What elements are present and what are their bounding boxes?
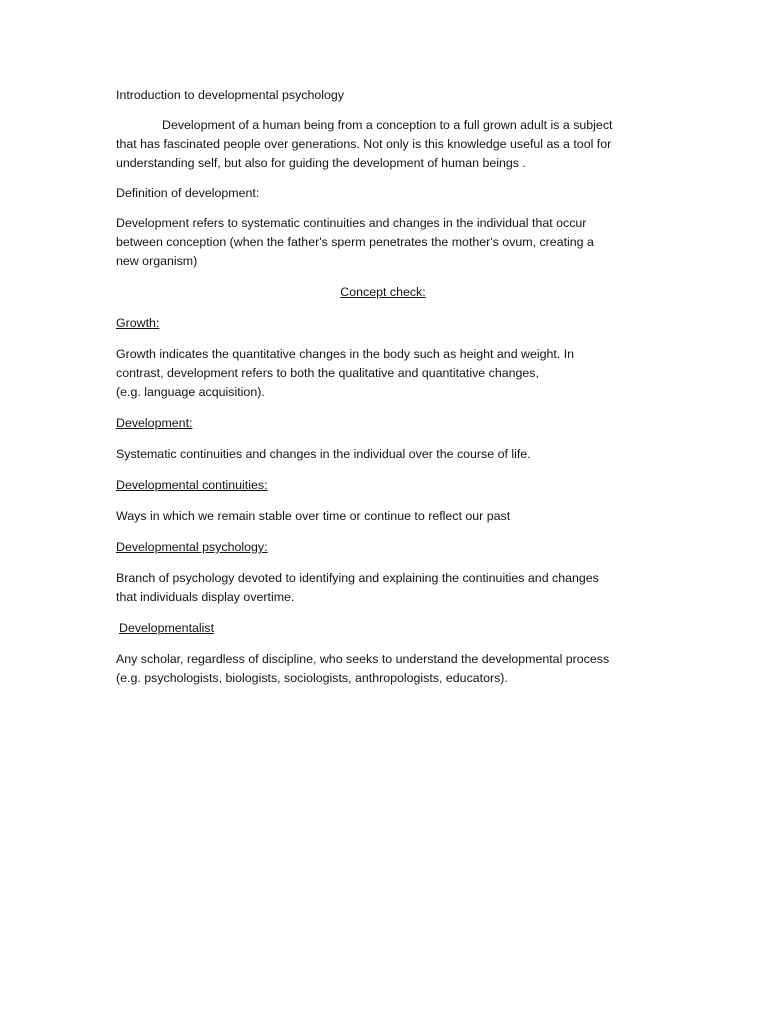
definition-paragraph [116, 214, 644, 271]
body-line: (e.g. psychologists, biologists, sociologists, anthropologists, educators). [116, 671, 508, 685]
body-line: Ways in which we remain stable over time or continue to reflect our past [116, 509, 511, 523]
definition-line: between conception (when the father's sperm penetrates the mother's ovum, creating a [116, 235, 594, 249]
definition-line: Development refers to systematic continuities and changes in the individual that occur [116, 216, 587, 230]
section-heading-growth: Growth: [116, 316, 160, 330]
concept-check-heading: Concept check: [340, 285, 426, 299]
body-line: that individuals display overtime. [116, 590, 295, 604]
section-body-developmental-continuities [116, 507, 644, 526]
body-line: Any scholar, regardless of discipline, who seeks to understand the developmental process [116, 652, 610, 666]
section-heading-development: Development: [116, 416, 193, 430]
intro-line: Development of a human being from a conception to a full grown adult is a subject [162, 118, 613, 132]
section-body-development [116, 445, 644, 464]
intro-paragraph [116, 116, 644, 173]
section-heading-developmental-continuities: Developmental continuities: [116, 478, 268, 492]
body-line: contrast, development refers to both the qualitative and quantitative changes, [116, 366, 539, 380]
section-body-developmental-psychology [116, 569, 644, 607]
intro-line: that has fascinated people over generations. Not only is this knowledge useful as a tool for [116, 137, 612, 151]
section-heading-developmentalist: Developmentalist [119, 621, 215, 635]
definition-line: new organism) [116, 254, 198, 268]
body-line: (e.g. language acquisition). [116, 385, 265, 399]
body-line: Growth indicates the quantitative changes in the body such as height and weight. In [116, 347, 575, 361]
document-page [116, 86, 644, 700]
intro-line: understanding self, but also for guiding the development of human beings . [116, 156, 526, 170]
definition-label: Definition of development: [116, 186, 260, 200]
section-body-growth [116, 345, 644, 402]
body-line: Branch of psychology devoted to identifying and explaining the continuities and changes [116, 571, 599, 585]
section-heading-developmental-psychology: Developmental psychology: [116, 540, 268, 554]
body-line: Systematic continuities and changes in the individual over the course of life. [116, 447, 531, 461]
document-title: Introduction to developmental psychology [116, 88, 344, 102]
section-body-developmentalist [116, 650, 644, 688]
